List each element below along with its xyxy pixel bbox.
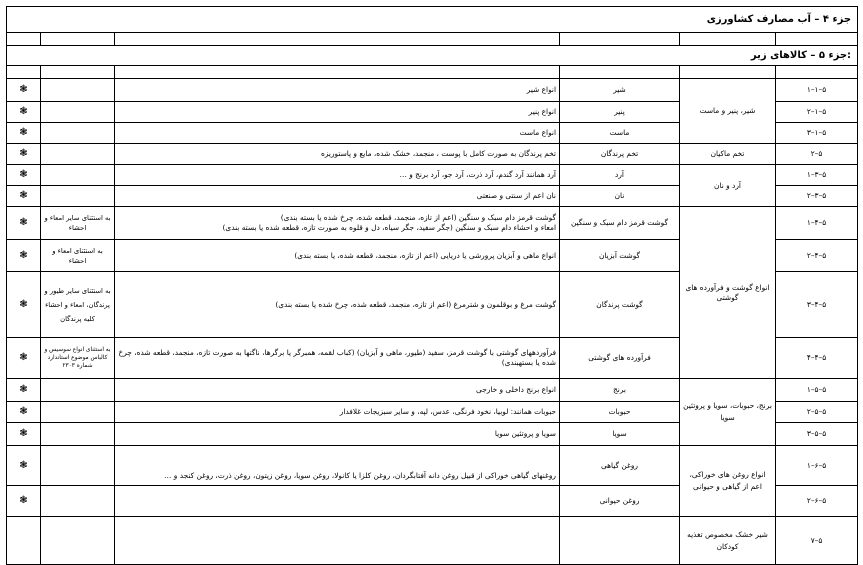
row-code: ۵–۲ [776, 144, 858, 165]
blank-row [7, 33, 858, 46]
row-code: ۵–۵–۲ [776, 402, 858, 423]
row-item: گوشت پرندگان [560, 272, 680, 338]
row-note: به استثنای سایر طیور و پرندگان، امعاء و احشاء کلیه پرندگان [41, 272, 115, 338]
row-note: به استثنای سایر امعاء و احشاء [41, 207, 115, 240]
row-item: گوشت قرمز دام سبک و سنگین [560, 207, 680, 240]
row-code: ۵–۷ [776, 517, 858, 565]
star-mark: ❃ [7, 379, 41, 402]
group-eggs: تخم ماکیان [680, 144, 776, 165]
table-row [7, 79, 858, 102]
star-mark: ❃ [7, 102, 41, 123]
row-item: فرآورده های گوشتی [560, 338, 680, 379]
row-code: ۵–۱–۲ [776, 102, 858, 123]
blank-row [7, 66, 858, 79]
row-desc: گوشت مرغ و بوقلمون و شترمرغ (اعم از تازه، منجمد، قطعه شده، چرخ شده یا بسته بندی) [115, 272, 560, 338]
row-item: گوشت آبزیان [560, 240, 680, 272]
part5-title: جزء ۵ – کالاهای زیر: [7, 46, 858, 66]
row-code: ۵–۴–۲ [776, 240, 858, 272]
row-code: ۵–۴–۳ [776, 272, 858, 338]
row-item: آرد [560, 165, 680, 186]
row-code: ۵–۱–۱ [776, 79, 858, 102]
row-item: شیر [560, 79, 680, 102]
row-item: سویا [560, 423, 680, 446]
star-mark: ❃ [7, 446, 41, 486]
star-mark: ❃ [7, 123, 41, 144]
row-desc: فرآوردههای گوشتی با گوشت قرمز، سفید (طیور، ماهی و آبزیان) (کباب لقمه، همبرگر یا برگرها، ناگتها به صورت تازه، منجمد، قطعه شده، چرخ شده یا بستهبندی) [115, 338, 560, 379]
row-code: ۵–۵–۱ [776, 379, 858, 402]
row-code: ۵–۱–۳ [776, 123, 858, 144]
part4-title: جزء ۴ – آب مصارف کشاورزی [7, 7, 858, 33]
row-desc: روغنهای گیاهی خوراکی از قبیل روغن دانه آفتابگردان، روغن کلزا یا کانولا، روغن سویا، روغن زیتون، روغن ذرت، روغن کنجد و … [115, 446, 560, 486]
row-item: نان [560, 186, 680, 207]
star-mark: ❃ [7, 272, 41, 338]
row-desc: تخم پرندگان به صورت کامل با پوست ، منجمد، خشک شده، مایع و پاستوریزه [115, 144, 560, 165]
row-code: ۵–۶–۲ [776, 486, 858, 517]
row-desc: سویا و پروتئین سویا [115, 423, 560, 446]
table-row [7, 517, 858, 565]
star-mark: ❃ [7, 423, 41, 446]
group-dairy: شیر، پنیر و ماست [680, 79, 776, 144]
row-desc: آرد همانند آرد گندم، آرد ذرت، آرد جو، آرد برنج و … [115, 165, 560, 186]
row-note: به استثنای انواع سوسیس و کالباس موضوع استاندارد شماره ۲۳۰۳ [41, 338, 115, 379]
star-mark: ❃ [7, 240, 41, 272]
star-mark: ❃ [7, 186, 41, 207]
row-item: روغن حیوانی [560, 486, 680, 517]
row-item: روغن گیاهی [560, 446, 680, 486]
group-oils: انواع روغن های خوراکی، اعم از گیاهی و حیوانی [680, 446, 776, 517]
row-item: پنیر [560, 102, 680, 123]
row-item: برنج [560, 379, 680, 402]
table-row [7, 446, 858, 486]
row-code: ۵–۴–۱ [776, 207, 858, 240]
row-desc: حبوبات همانند: لوبیا، نخود فرنگی، عدس، لپه، و سایر سبزیجات غلافدار [115, 402, 560, 423]
star-mark: ❃ [7, 402, 41, 423]
star-mark: ❃ [7, 79, 41, 102]
row-desc: انواع ماست [115, 123, 560, 144]
row-item: ماست [560, 123, 680, 144]
group-meat: انواع گوشت و فرآورده های گوشتی [680, 207, 776, 379]
row-desc: انواع پنیر [115, 102, 560, 123]
row-desc-line: گوشت قرمز دام سبک و سنگین (اعم از تازه، منجمد، قطعه شده، چرخ شده یا بسته بندی) [280, 213, 556, 222]
row-desc: نان اعم از سنتی و صنعتی [115, 186, 560, 207]
row-desc: انواع ماهی و آبزیان پرورشی یا دریایی (اعم از تازه، منجمد، قطعه شده، یا بسته بندی) [115, 240, 560, 272]
row-item: تخم پرندگان [560, 144, 680, 165]
table-row [7, 379, 858, 402]
row-desc: انواع شیر [115, 79, 560, 102]
row-code: ۵–۶–۱ [776, 446, 858, 486]
row-code: ۵–۳–۲ [776, 186, 858, 207]
row-code: ۵–۵–۳ [776, 423, 858, 446]
row-item: حبوبات [560, 402, 680, 423]
commodity-table [6, 6, 858, 565]
row-code: ۵–۳–۱ [776, 165, 858, 186]
row-note: به استثنای امعاء و احشاء [41, 240, 115, 272]
star-mark: ❃ [7, 144, 41, 165]
table-row [7, 207, 858, 240]
row-desc [115, 207, 560, 240]
row-desc-line: امعاء و احشاء دام سبک و سنگین (جگر سفید، جگر سیاه، دل و قلوه به صورت تازه، قطعه شده یا بسته بندی) [222, 223, 556, 232]
table-row [7, 165, 858, 186]
star-mark: ❃ [7, 165, 41, 186]
group-grains: برنج، حبوبات، سویا و پروتئین سویا [680, 379, 776, 446]
row-code: ۵–۴–۴ [776, 338, 858, 379]
group-flour: آرد و نان [680, 165, 776, 207]
row-desc: انواع برنج داخلی و خارجی [115, 379, 560, 402]
star-mark: ❃ [7, 486, 41, 517]
star-mark: ❃ [7, 207, 41, 240]
star-mark: ❃ [7, 338, 41, 379]
group-infant: شیر خشک مخصوص تغذیه کودکان [680, 517, 776, 565]
table-row [7, 144, 858, 165]
